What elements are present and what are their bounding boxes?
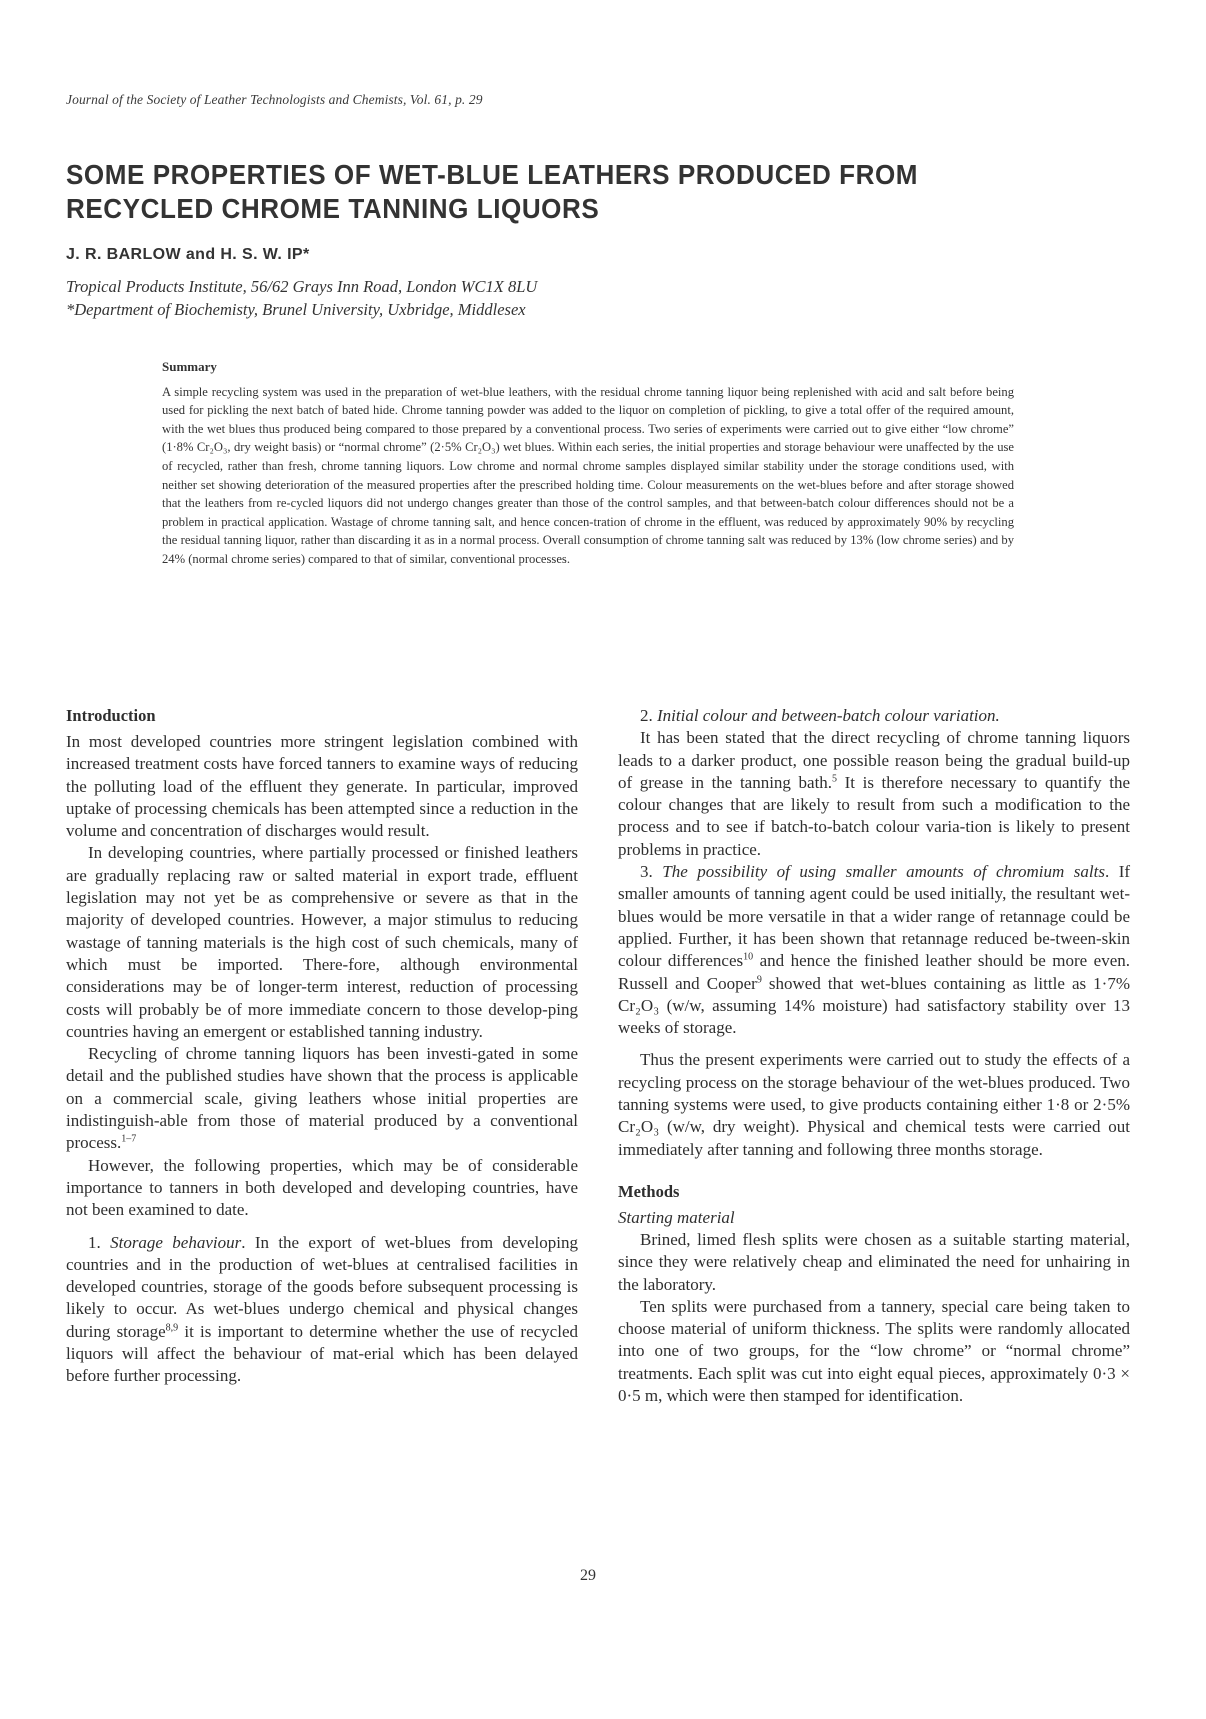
starting-material-subheading: Starting material <box>618 1207 735 1227</box>
item-title: The possibility of using smaller amounts of chromium salts <box>662 862 1105 882</box>
citation-superscript: 1–7 <box>121 1133 137 1145</box>
summary-text: A simple recycling system was used in the preparation of wet-blue leathers, with the residual chrome tanning liquor being replenished with acid and salt before being used for pickling the next batch of bated hide. Chrome tanning powder was added to the liquor on completion of pickling, to give a total offer of the required amount, with the wet blues thus produced being compared to those prepared by a conventional process. Two series of experiments were carried out to give either “low chrome” (1·8% Cr₂O₃, dry weight basis) or “normal chrome” (2·5% Cr₂O₃) wet blues. Within each series, the initial properties and storage behaviour were unaffected by the use of recycled, rather than fresh, chrome tanning liquors. Low chrome and normal chrome samples displayed similar stability under the storage conditions used, with neither set showing deterioration of the measured properties after the prescribed holding time. Colour measurements on the wet-blues before and after storage showed that the leathers from re-cycled liquors did not undergo changes greater than those of the control samples, and that between-batch colour differences should not be a problem in practical application. Wastage of chrome tanning salt, and hence concen-tration of chrome in the effluent, was reduced by approximately 90% by recycling the residual tanning liquor, rather than discarding it as in a normal process. Overall consumption of chrome tanning salt was reduced by 13% (low chrome series) and by 24% (normal chrome series) compared to that of similar, conventional processes. <box>162 384 1014 566</box>
affiliation-primary: Tropical Products Institute, 56/62 Grays Inn Road, London WC1X 8LU <box>66 277 538 296</box>
intro-paragraph-2: In developing countries, where partially processed or finished leathers are gradually replacing raw or salted material in export trade, effluent legislation may not yet be as comprehensive or severe as that in the majority of developed countries. However, a major stimulus to reducing wastage of tanning materials is the high cost of such chemicals, many of which must be imported. There-fore, although environmental considerations may be of longer-term interest, reduction of processing costs will probably be of more immediate concern to those develop-ping countries having an emergent or established tanning industry. <box>66 843 578 1041</box>
authors: J. R. BARLOW and H. S. W. IP* <box>66 246 310 263</box>
intro-paragraph-3: Recycling of chrome tanning liquors has been investi-gated in some detail and the published studies have shown that the process is applicable on a commercial scale, giving leathers whose initial properties are indistinguish-able from those of material produced by a conventional process.$^{1-7}$ <box>66 1044 578 1153</box>
intro-conclusion: Thus the present experiments were carried out to study the effects of a recycling process on the storage behaviour of the wet-blues produced. Two tanning systems were used, to give products containing either 1·8 or 2·5% Cr₂O₃ (w/w, dry weight). Physical and chemical tests were carried out immediately after tanning and following three months storage. <box>618 1050 1130 1159</box>
item-initial-colour-text: It has been stated that the direct recycling of chrome tanning liquors leads to a darker product, one possible reason being the gradual build-up of grease in the tanning bath.$^5$ It is therefore necessary to quantify the colour changes that are likely to result from such a modification to the process and to see if batch-to-batch colour varia-tion is likely to present problems in practice. <box>618 728 1130 859</box>
citation-superscript: 10 <box>743 951 754 963</box>
citation-superscript: 8,9 <box>165 1322 179 1334</box>
item-initial-colour-heading: 2. Initial colour and between-batch colour variation. <box>640 706 1000 725</box>
running-head: Journal of the Society of Leather Technologists and Chemists, Vol. 61, p. 29 <box>66 92 483 107</box>
item-title: Storage behaviour <box>110 1232 242 1252</box>
intro-paragraph-4: However, the following properties, which may be of considerable importance to tanners in both developed and developing countries, have not been examined to date. <box>66 1155 578 1220</box>
intro-paragraph-1: In most developed countries more stringent legislation combined with increased treatment costs have forced tanners to examine ways of reducing the polluting load of the effluent they generate. In particular, improved uptake of processing chemicals has been attempted since a reduction in the volume and concentration of discharges would result. <box>66 732 578 841</box>
citation-superscript: 5 <box>832 773 838 785</box>
methods-paragraph-2: Ten splits were purchased from a tannery, special care being taken to choose material of uniform thickness. The splits were randomly allocated into one of two groups, for the “low chrome” or “normal chrome” treatments. Each split was cut into eight equal pieces, approximately 0·3 × 0·5 m, which were then stamped for identification. <box>618 1296 1130 1406</box>
affiliations <box>66 275 537 321</box>
item-storage-behaviour: 1. Storage behaviour. In the export of wet-blues from developing countries and in the production of wet-blues at centralised facilities in developed countries, storage of the goods before subsequent processing is likely to occur. As wet-blues undergo chemical and physical changes during storage$^{8,9}$ it is important to determine whether the use of recycled liquors will affect the behaviour of mat-erial which has been delayed before further processing. <box>66 1232 579 1386</box>
summary-section <box>162 358 1014 569</box>
item-title: Initial colour and between-batch colour variation. <box>657 706 1000 725</box>
left-column <box>66 705 578 1388</box>
affiliation-secondary: *Department of Biochemisty, Brunel University, Uxbridge, Middlesex <box>66 300 526 319</box>
page-number: 29 <box>580 1567 596 1584</box>
item-chromium-salts: 3. The possibility of using smaller amounts of chromium salts. If smaller amounts of tanning agent could be used initially, the resultant wet-blues would be more versatile in that a wider range of retannage could be applied. Further, it has been shown that retannage reduced be-tween-skin colour differences$^{10}$ and hence the finished leather should be more even. Russell and Cooper$^9$ showed that wet-blues containing as little as 1·7% Cr₂O₃ (w/w, assuming 14% moisture) had satisfactory stability over 13 weeks of storage. <box>618 862 1131 1038</box>
right-column <box>618 705 1130 1407</box>
article-title: SOME PROPERTIES OF WET-BLUE LEATHERS PRODUCED FROM RECYCLED CHROME TANNING LIQUORS <box>66 159 919 224</box>
methods-heading: Methods <box>618 1181 680 1201</box>
methods-paragraph-1: Brined, limed flesh splits were chosen as a suitable starting material, since they were relatively cheap and eliminated the need for unhairing in the laboratory. <box>618 1229 1130 1294</box>
summary-heading: Summary <box>162 359 217 374</box>
citation-superscript: 9 <box>756 973 762 985</box>
introduction-heading: Introduction <box>66 706 156 725</box>
